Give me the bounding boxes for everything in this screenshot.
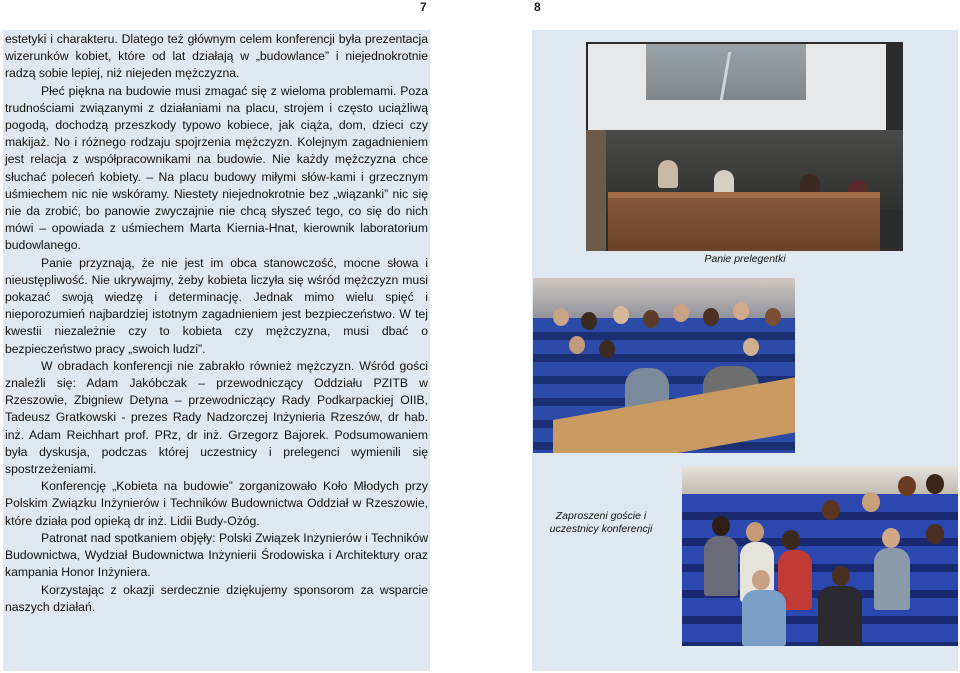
page-number-right: 8 [534,0,541,14]
back-wall [682,466,958,496]
page-number-left: 7 [420,0,427,14]
audience-head [822,500,840,520]
audience-head [613,306,629,324]
paragraph: Konferencję „Kobieta na budowie” zorganizowało Koło Młodych przy Polskim Związku Inżynierów i Techników Budownictwa Oddział w Rzeszowie, które działa pod opieką dr inż. Lidii Budy-Ożóg. [5,479,428,528]
audience-head [733,302,749,320]
screen-image [646,44,806,100]
audience-head [643,310,659,328]
paragraph: Korzystając z okazji serdecznie dziękujemy sponsorom za wsparcie naszych działań. [5,582,428,614]
paragraph: W obradach konferencji nie zabrakło również mężczyzn. Wśród gości znaleźli się: Adam Jakóbczak – przewodniczący Oddziału PZITB w Rzeszowie, Zbigniew Detyna – przewodniczący Rady Podkarpackiej OIIB, Tadeusz Gratkowski - prezes Rady Nadzorczej Inżynieria Rzeszów, dr hab. inż. Adam Reichhart prof. PRz, dr inż. Grzegorz Bajorek. Podsumowaniem była dyskusja, podczas której uczestnicy i prelegenci wymienili się spostrzeżeniami. [5,358,428,477]
audience-head [926,474,944,494]
paragraph: estetyki i charakteru. Dlatego też głównym celem konferencji była prezentacja wizerunków kobiet, które od lat działają w „budowlance” i niejednokrotnie radzą sobie lepiej, niż niejeden mężczyzna. [5,32,428,81]
audience-head [746,522,764,542]
photo-guests [533,278,795,453]
audience-head [898,476,916,496]
participant-person [742,590,786,646]
audience-head [782,530,800,550]
audience-head [703,308,719,326]
article-text [5,31,428,616]
photo-participants [682,466,958,646]
paragraph: Patronat nad spotkaniem objęły: Polski Związek Inżynierów i Techników Budownictwa, Wydział Budownictwa Inżynierii Środowiska i Architektury oraz kampania Honor Inżyniera. [5,530,428,580]
photo-panel-speakers [586,42,903,251]
audience-head [599,340,615,358]
participant-person [874,548,910,610]
participant-person [704,536,738,596]
door [586,130,606,251]
audience-head [765,308,781,326]
back-wall [533,278,795,323]
caption-guests: Zaproszeni goście i uczestnicy konferencji [549,510,653,535]
audience-head [569,336,585,354]
participant-person [818,586,862,646]
audience-head [926,524,944,544]
audience-head [832,566,850,586]
audience-head [673,304,689,322]
caption-panel: Panie prelegentki [704,253,786,265]
audience-head [553,308,569,326]
paragraph: Panie przyznają, że nie jest im obca stanowczość, mocne słowa i nieustępliwość. Nie ukrywajmy, żeby kobieta liczyła się wśród mężczyzn musi pokazać swoją wiedzę i determinację. Jednak mimo wielu spięć i nieporozumień najbardziej istotnym zagadnieniem jest bezpieczeństwo. W tej kwestii niezależnie czy to kobieta czy mężczyzna, musi dbać o bezpieczeństwo pracy „swoich ludzi”. [5,255,428,356]
audience-head [743,338,759,356]
audience-head [882,528,900,548]
audience-head [752,570,770,590]
panel-table [608,192,880,251]
audience-head [862,492,880,512]
paragraph: Płeć piękna na budowie musi zmagać się z wieloma problemami. Poza trudnościami związanymi z działaniami na placu, strojem i często uciążliwą pogodą, dochodzą przeszkody typowo kobiece, jak ciąża, dom, dzieci czy makijaż. No i różnego rodzaju spojrzenia mężczyzn. Kolejnym zagadnieniem jest relacja z współpracownikami na budowie. Nie każdy mężczyzna chce słuchać poleceń kobiety. – Na placu budowy miłymi słów-kami i grzecznym uśmiechem nic nie wskóramy. Niestety niejednokrotnie bez „wiązanki” nic się nie da zrobić, bo panowie zwyczajnie nie chcą słyszeć tego, co się do nich mówi – opowiada z uśmiechem Marta Kiernia-Hnat, kierownik laboratorium budowlanego. [5,83,428,253]
audience-head [581,312,597,330]
speaker [658,160,678,188]
audience-head [712,516,730,536]
projection-screen [588,44,886,130]
